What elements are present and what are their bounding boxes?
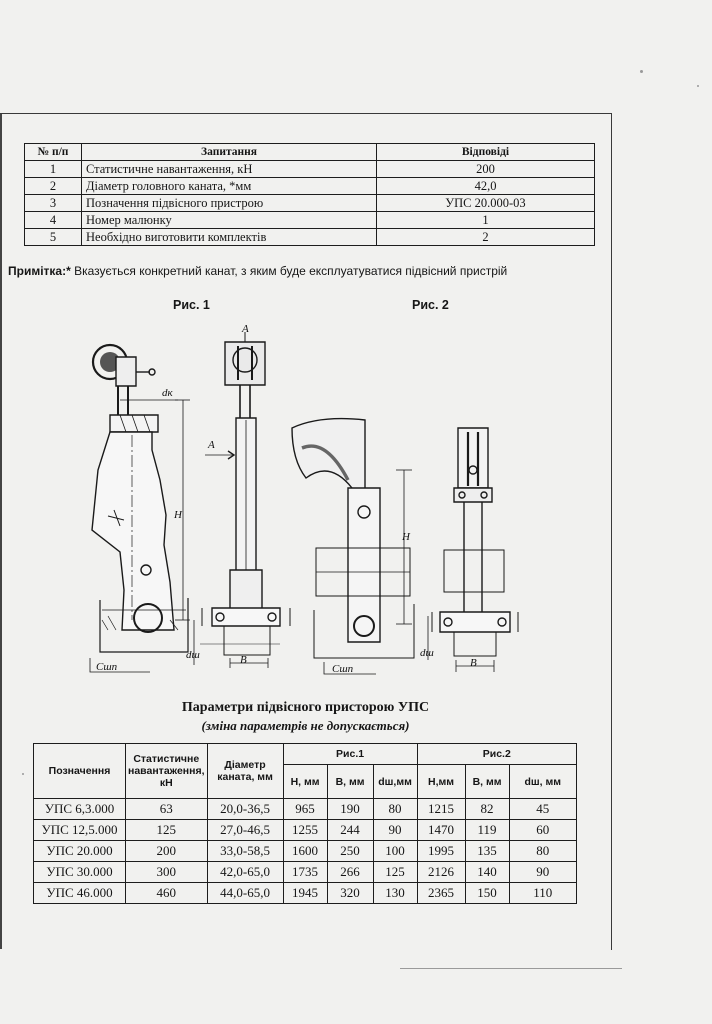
- label-c-fig1: Сшп: [96, 661, 118, 673]
- row-num: 4: [25, 212, 82, 229]
- cell-b2: 150: [465, 883, 509, 904]
- bottom-rule: [400, 968, 622, 969]
- cell-h2: 2365: [417, 883, 465, 904]
- cell-name: УПС 6,3.000: [34, 799, 126, 820]
- label-a-side: A: [208, 439, 215, 451]
- cell-d1: 125: [373, 862, 417, 883]
- cell-h1: 1735: [283, 862, 327, 883]
- cell-d1: 90: [373, 820, 417, 841]
- header-h-fig2: H,мм: [417, 765, 465, 799]
- params-title: Параметри підвісного присторою УПС: [181, 700, 430, 715]
- row-question: Позначення підвісного пристрою: [82, 195, 377, 212]
- cell-h2: 1215: [417, 799, 465, 820]
- fig2-side-view: [292, 419, 414, 674]
- cell-h1: 1600: [283, 841, 327, 862]
- label-d-fig2: dш: [420, 647, 434, 659]
- cell-load: 125: [126, 820, 208, 841]
- table-row: [34, 841, 577, 862]
- table-row: [34, 883, 577, 904]
- header-h-fig1: H, мм: [283, 765, 327, 799]
- header-b-fig2: B, мм: [465, 765, 509, 799]
- row-num: 5: [25, 229, 82, 246]
- cell-name: УПС 12,5.000: [34, 820, 126, 841]
- row-answer: 42,0: [377, 178, 595, 195]
- fig1-front-view: [194, 332, 290, 668]
- row-question: Статистичне навантаження, кН: [82, 161, 377, 178]
- cell-name: УПС 20.000: [34, 841, 126, 862]
- cell-b1: 266: [327, 862, 373, 883]
- table-row: [34, 799, 577, 820]
- label-b-fig1: B: [240, 654, 247, 666]
- header-designation: Позначення: [34, 744, 126, 799]
- footnote-text: Вказується конкретний канат, з яким буде експлуатуватися підвісний пристрій: [70, 264, 508, 278]
- fig2-front-view: [428, 428, 518, 672]
- cell-h2: 1470: [417, 820, 465, 841]
- label-d-fig1: dш: [186, 649, 200, 661]
- cell-d1: 80: [373, 799, 417, 820]
- label-h-fig2: H: [402, 531, 410, 543]
- row-num: 2: [25, 178, 82, 195]
- table-row: [25, 178, 595, 195]
- cell-b1: 320: [327, 883, 373, 904]
- params-table: [33, 743, 577, 904]
- cell-b1: 250: [327, 841, 373, 862]
- cell-name: УПС 30.000: [34, 862, 126, 883]
- params-subtitle: (зміна параметрів не допускається): [201, 718, 410, 733]
- header-d-fig2: dш, мм: [509, 765, 576, 799]
- row-answer: 1: [377, 212, 595, 229]
- cell-name: УПС 46.000: [34, 883, 126, 904]
- cell-diam: 20,0-36,5: [207, 799, 283, 820]
- cell-d2: 60: [509, 820, 576, 841]
- cell-b2: 82: [465, 799, 509, 820]
- cell-h2: 1995: [417, 841, 465, 862]
- table-row: [34, 862, 577, 883]
- cell-h1: 1255: [283, 820, 327, 841]
- cell-load: 200: [126, 841, 208, 862]
- cell-diam: 33,0-58,5: [207, 841, 283, 862]
- header-load: Статистичне навантаження, кН: [126, 744, 208, 799]
- cell-b2: 119: [465, 820, 509, 841]
- figure-2-label: Рис. 2: [412, 298, 449, 312]
- suspension-device-drawing: [80, 320, 600, 692]
- cell-diam: 42,0-65,0: [207, 862, 283, 883]
- cell-d2: 80: [509, 841, 576, 862]
- header-question: Запитання: [82, 144, 377, 161]
- scan-speck: [640, 70, 643, 73]
- cell-h2: 2126: [417, 862, 465, 883]
- header-b-fig1: B, мм: [327, 765, 373, 799]
- table-row: [25, 195, 595, 212]
- questionnaire-header-row: [25, 144, 595, 161]
- cell-h1: 965: [283, 799, 327, 820]
- table-row: [25, 161, 595, 178]
- cell-b1: 190: [327, 799, 373, 820]
- figure-1-label: Рис. 1: [173, 298, 210, 312]
- header-fig1-group: Рис.1: [283, 744, 417, 765]
- cell-load: 63: [126, 799, 208, 820]
- row-answer: 200: [377, 161, 595, 178]
- cell-b1: 244: [327, 820, 373, 841]
- cell-h1: 1945: [283, 883, 327, 904]
- row-question: Необхідно виготовити комплектів: [82, 229, 377, 246]
- cell-d1: 130: [373, 883, 417, 904]
- label-h-fig1: H: [174, 509, 182, 521]
- footnote-label: Примітка:*: [8, 264, 71, 278]
- scan-speck: [697, 85, 699, 87]
- row-question: Номер малюнку: [82, 212, 377, 229]
- cell-d2: 45: [509, 799, 576, 820]
- table-row: [25, 212, 595, 229]
- header-diameter: Діаметр каната, мм: [207, 744, 283, 799]
- cell-diam: 27,0-46,5: [207, 820, 283, 841]
- footnote: [8, 264, 507, 278]
- row-answer: УПС 20.000-03: [377, 195, 595, 212]
- row-question: Діаметр головного каната, *мм: [82, 178, 377, 195]
- label-a-top: A: [242, 323, 249, 335]
- row-answer: 2: [377, 229, 595, 246]
- header-num: № п/п: [25, 144, 82, 161]
- header-d-fig1: dш,мм: [373, 765, 417, 799]
- header-answer: Відповіді: [377, 144, 595, 161]
- row-num: 1: [25, 161, 82, 178]
- label-c-fig2: Сшп: [332, 663, 354, 675]
- header-fig2-group: Рис.2: [417, 744, 576, 765]
- label-b-fig2: B: [470, 657, 477, 669]
- row-num: 3: [25, 195, 82, 212]
- cell-b2: 135: [465, 841, 509, 862]
- table-row: [34, 820, 577, 841]
- label-dk: dк: [162, 387, 173, 399]
- cell-load: 460: [126, 883, 208, 904]
- cell-d2: 90: [509, 862, 576, 883]
- scan-speck: [22, 773, 24, 775]
- questionnaire-table: [24, 143, 595, 246]
- cell-b2: 140: [465, 862, 509, 883]
- table-row: [25, 229, 595, 246]
- cell-d1: 100: [373, 841, 417, 862]
- cell-d2: 110: [509, 883, 576, 904]
- cell-load: 300: [126, 862, 208, 883]
- cell-diam: 44,0-65,0: [207, 883, 283, 904]
